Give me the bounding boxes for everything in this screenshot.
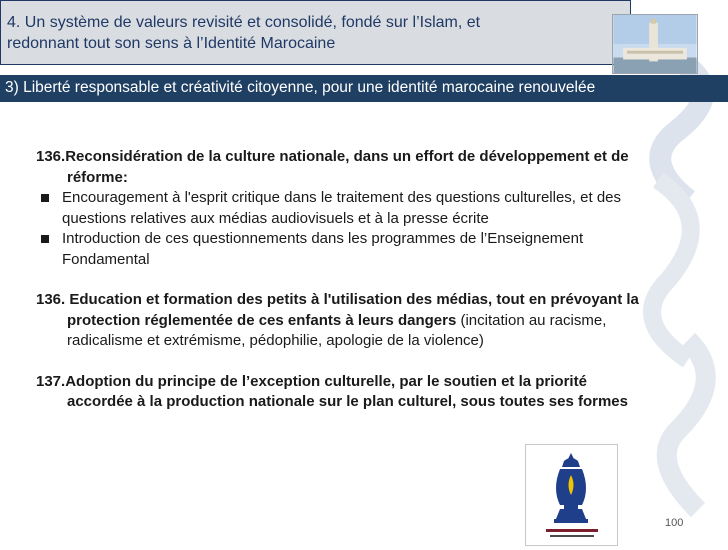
header-title-line-1: 4. Un système de valeurs revisité et consolidé, fondé sur l’Islam, et [7, 14, 481, 31]
bullet-introduction [36, 229, 696, 270]
bullet-introduction-line-2: Fondamental [62, 250, 150, 268]
section-subtitle: 3) Liberté responsable et créativité citoyenne, pour une identité marocaine renouvelée [5, 79, 596, 96]
party-logo [525, 444, 618, 546]
bullet-introduction-line-1: Introduction de ces questionnements dans les programmes de l’Enseignement [62, 230, 584, 247]
header-title [7, 12, 480, 54]
item-136-education-emphasis: protection réglementée de ces enfants à leurs dangers [67, 311, 457, 329]
slide-body [36, 147, 696, 413]
bullet-encouragement-line-1: Encouragement à l'esprit critique dans le traitement des questions culturelles, et des [62, 189, 621, 206]
item-137-line-1: 137.Adoption du principe de l’exception culturelle, par le soutien et la priorité [36, 372, 587, 390]
item-136-heading-line-2: réforme: [67, 168, 128, 186]
item-136-education-line-2 [36, 311, 696, 332]
mosque-photo [612, 14, 698, 74]
item-136-education-line-1: 136. Education et formation des petits à l'utilisation des médias, tout en prévoyant la [36, 291, 639, 308]
bullet-encouragement [36, 188, 696, 229]
item-136-heading-line-1: 136.Reconsidération de la culture nationale, dans un effort de développement et de [36, 148, 629, 165]
item-137-line-2: accordée à la production nationale sur le plan culturel, sous toutes ses formes [67, 393, 628, 410]
header-title-line-2: redonnant tout son sens à l’Identité Marocaine [7, 35, 336, 52]
page-number: 100 [665, 517, 684, 529]
square-bullet-icon [41, 235, 49, 243]
bullet-encouragement-line-2: questions relatives aux médias audiovisuels et à la presse écrite [62, 209, 489, 227]
lamp-logo-icon [526, 445, 617, 545]
section-subtitle-bar [0, 75, 728, 102]
square-bullet-icon [41, 194, 49, 202]
slide-header [0, 0, 631, 65]
item-136-education-line-3: radicalisme et extrémisme, pédophilie, apologie de la violence) [67, 332, 484, 349]
item-136-education-parenthetical: (incitation au racisme, [456, 311, 607, 329]
